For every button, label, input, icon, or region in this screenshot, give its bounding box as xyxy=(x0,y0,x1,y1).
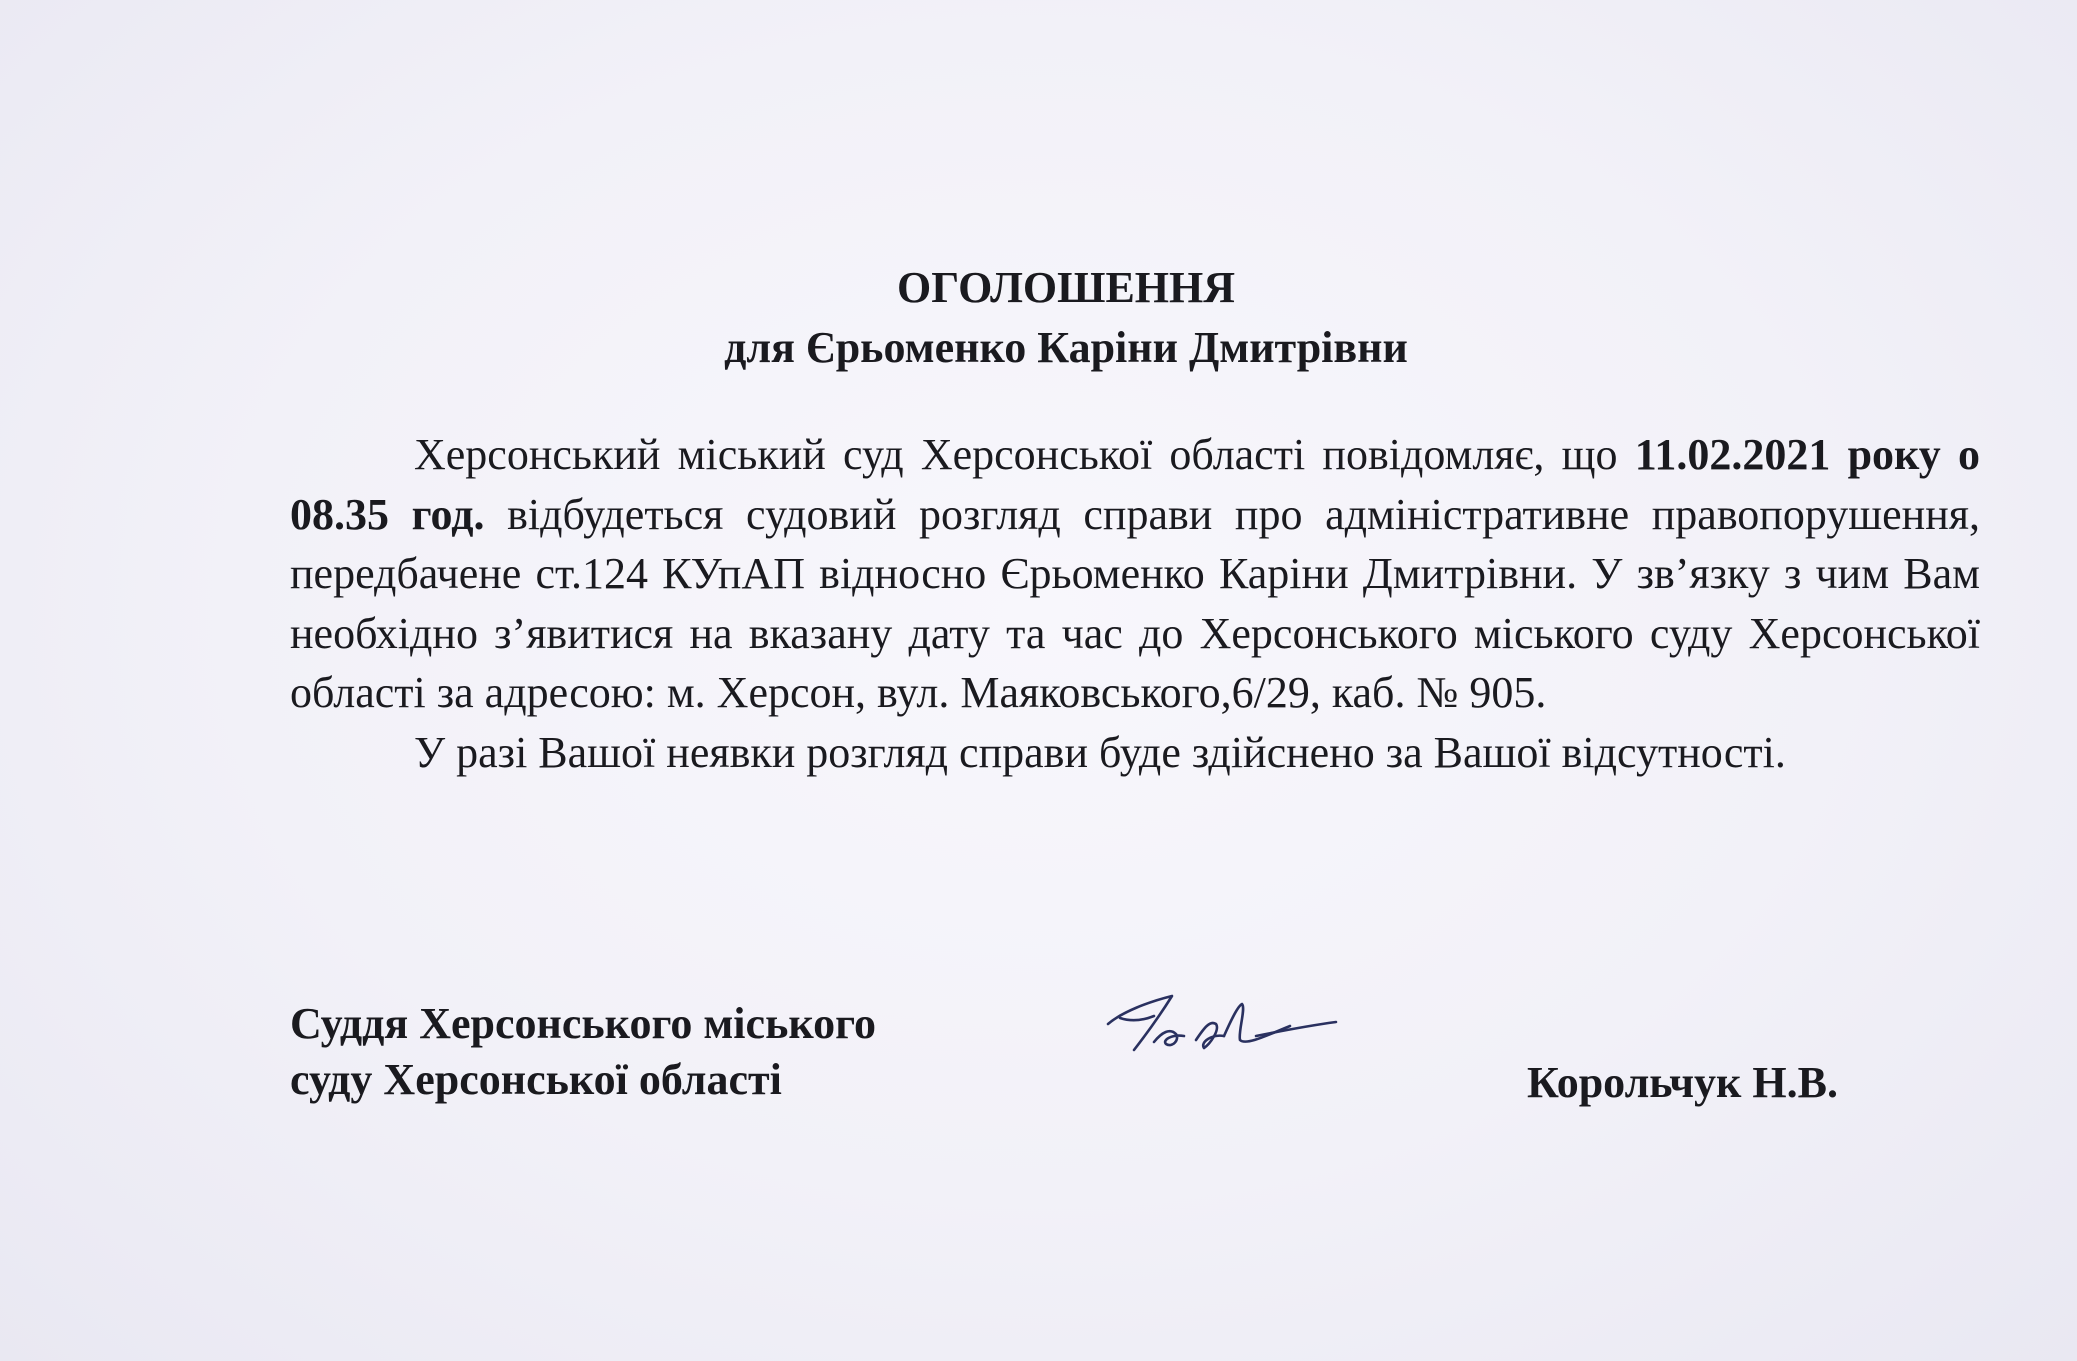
document-title: ОГОЛОШЕННЯ xyxy=(896,263,1236,312)
body-paragraph-1 xyxy=(290,425,1980,723)
paragraph-1-text-start: Херсонський міський суд Херсонської області повідомляє, що xyxy=(414,430,1635,479)
judge-title-line-2: суду Херсонської області xyxy=(290,1055,782,1104)
hearing-date-time: 11.02.2021 року о 08.35 год. xyxy=(290,430,1980,539)
document-body xyxy=(290,425,1980,782)
judge-title-block xyxy=(290,996,876,1108)
judge-title-line-1: Суддя Херсонського міського xyxy=(290,999,876,1048)
document-header xyxy=(0,258,2077,378)
judge-name: Корольчук Н.В. xyxy=(1527,1058,1838,1107)
paragraph-1-text-end: відбудеться судовий розгляд справи про адміністративне правопорушення, передбачене ст.124 КУпАП відносно Єрьоменко Каріни Дмитрівни. У зв’язку з чим Вам необхідно з’явитися на вказану дату та час до Херсонського міського суду Херсонської області за адресою: м. Херсон, вул. Маяковського,6/29, каб. № 905. xyxy=(290,489,1980,717)
document-subtitle: для Єрьоменко Каріни Дмитрівни xyxy=(724,323,1408,372)
handwritten-signature xyxy=(1100,982,1340,1062)
body-paragraph-2: У разі Вашої неявки розгляд справи буде здійснено за Вашої відсутності. xyxy=(414,727,1786,777)
